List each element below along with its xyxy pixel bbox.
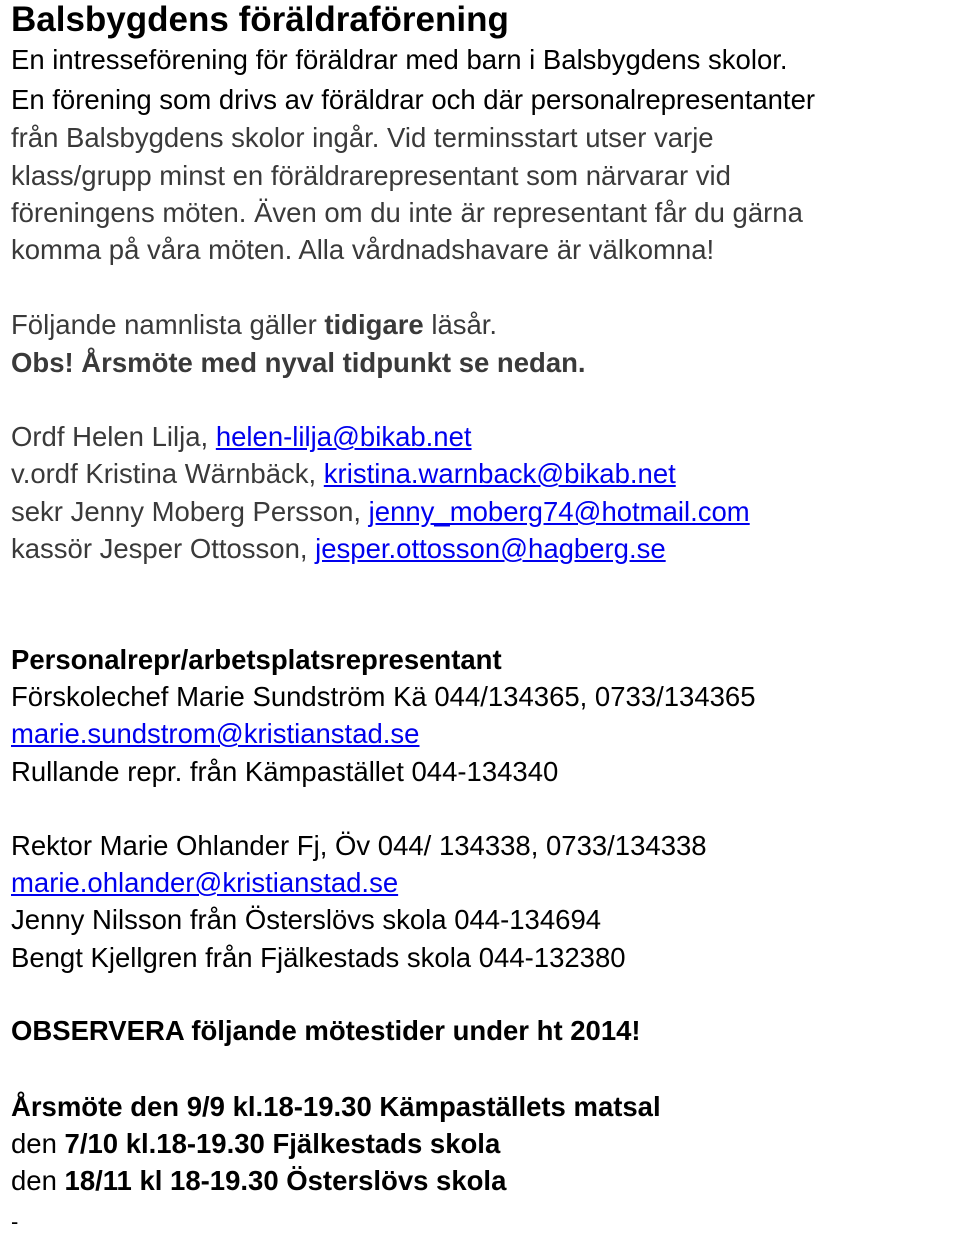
- email-link[interactable]: kristina.warnback@bikab.net: [323, 458, 676, 489]
- intro-line: från Balsbygdens skolor ingår. Vid terminsstart utser varje: [11, 122, 714, 153]
- meeting-row: den 18/11 kl 18-19.30 Österslövs skola: [11, 1165, 507, 1196]
- staff-line: Jenny Nilsson från Österslövs skola 044-134694: [11, 904, 602, 935]
- staff-heading: Personalrepr/arbetsplatsrepresentant: [11, 644, 502, 675]
- staff-line: Rektor Marie Ohlander Fj, Öv 044/ 134338, 0733/134338: [11, 830, 707, 861]
- email-link[interactable]: jenny_moberg74@hotmail.com: [368, 496, 750, 527]
- meeting-row: den 7/10 kl.18-19.30 Fjälkestads skola: [11, 1128, 501, 1159]
- annual-meeting-note: Obs! Årsmöte med nyval tidpunkt se nedan.: [11, 347, 586, 378]
- intro-line: klass/grupp minst en föräldrarepresentant som närvarar vid: [11, 160, 731, 191]
- email-link[interactable]: helen-lilja@bikab.net: [215, 421, 472, 452]
- namelist-note: Följande namnlista gäller tidigare läsår.: [11, 309, 498, 340]
- intro-line: komma på våra möten. Alla vårdnadshavare är välkomna!: [11, 234, 715, 265]
- staff-line: Förskolechef Marie Sundström Kä 044/134365, 0733/134365: [11, 681, 756, 712]
- board-member-row: sekr Jenny Moberg Persson, jenny_moberg74@hotmail.com: [11, 496, 750, 527]
- email-link[interactable]: marie.sundstrom@kristianstad.se: [11, 718, 420, 749]
- board-member-row: Ordf Helen Lilja, helen-lilja@bikab.net: [11, 421, 472, 452]
- email-link[interactable]: marie.ohlander@kristianstad.se: [11, 867, 399, 898]
- meeting-row: Årsmöte den 9/9 kl.18-19.30 Kämpaställets matsal: [11, 1091, 661, 1122]
- observera-heading: OBSERVERA följande mötestider under ht 2014!: [11, 1015, 641, 1046]
- email-link[interactable]: jesper.ottosson@hagberg.se: [315, 533, 666, 564]
- board-member-row: kassör Jesper Ottosson, jesper.ottosson@hagberg.se: [11, 533, 666, 564]
- intro-line: En intresseförening för föräldrar med barn i Balsbygdens skolor.: [11, 44, 788, 75]
- intro-line: föreningens möten. Även om du inte är representant får du gärna: [11, 197, 803, 228]
- board-member-row: v.ordf Kristina Wärnbäck, kristina.warnback@bikab.net: [11, 458, 676, 489]
- intro-line: En förening som drivs av föräldrar och där personalrepresentanter: [11, 84, 816, 115]
- staff-line: Bengt Kjellgren från Fjälkestads skola 044-132380: [11, 942, 626, 973]
- page-title: Balsbygdens föräldraförening: [11, 0, 509, 39]
- staff-line: Rullande repr. från Kämpastället 044-134340: [11, 756, 559, 787]
- trailing-dash: -: [11, 1209, 19, 1234]
